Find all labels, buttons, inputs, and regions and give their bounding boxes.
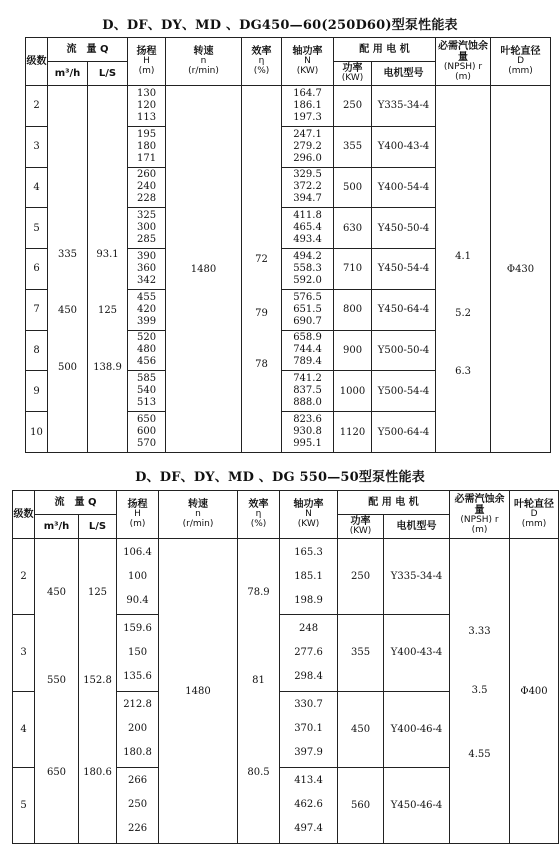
- motor-model-cell: Y400-46-4: [384, 691, 450, 767]
- flow-ls-value: 180.6: [83, 767, 112, 778]
- head-cell: 260 240 228: [128, 167, 166, 208]
- shaft-power-cell: 330.7 370.1 397.9: [280, 691, 338, 767]
- head-cell: 212.8 200 180.8: [117, 691, 159, 767]
- head-cell: 159.6 150 135.6: [117, 615, 159, 691]
- stage-cell: 4: [26, 167, 48, 208]
- speed-cell: 1480: [166, 86, 242, 453]
- motor-model-cell: Y450-54-4: [372, 249, 436, 290]
- stage-cell: 2: [26, 86, 48, 127]
- stage-cell: 6: [26, 249, 48, 290]
- header-flow-m3h: m³/h: [35, 515, 79, 539]
- header-head: 扬程 H (m): [128, 38, 166, 86]
- npsh-value: 5.2: [455, 308, 471, 319]
- header-shaft-power: 轴功率 N (KW): [282, 38, 334, 86]
- shaft-power-cell: 576.5 651.5 690.7: [282, 289, 334, 330]
- pump-table-550-50: [12, 490, 559, 844]
- efficiency-column: [238, 539, 280, 844]
- efficiency-value: 81: [252, 675, 265, 686]
- header-flow: 流 量 Q: [35, 491, 117, 515]
- stage-cell: 3: [26, 126, 48, 167]
- flow-m3h-value: 550: [46, 675, 67, 686]
- motor-power-cell: 710: [334, 249, 372, 290]
- motor-model-cell: Y450-64-4: [372, 289, 436, 330]
- head-cell: 650 600 570: [128, 412, 166, 453]
- motor-power-cell: 250: [334, 86, 372, 127]
- flow-m3h-value: 335: [57, 249, 78, 260]
- motor-model-cell: Y335-34-4: [384, 539, 450, 615]
- flow-ls-column: [79, 539, 117, 844]
- motor-power-cell: 900: [334, 330, 372, 371]
- header-motor: 配 用 电 机: [338, 491, 450, 515]
- efficiency-column: [242, 86, 282, 453]
- shaft-power-cell: 658.9 744.4 789.4: [282, 330, 334, 371]
- npsh-column: [450, 539, 510, 844]
- motor-power-cell: 560: [338, 767, 384, 843]
- motor-model-cell: Y500-64-4: [372, 412, 436, 453]
- stage-cell: 10: [26, 412, 48, 453]
- flow-m3h-column: [48, 86, 88, 453]
- efficiency-value: 78.9: [247, 587, 270, 598]
- header-head: 扬程 H (m): [117, 491, 159, 539]
- flow-m3h-value: 450: [46, 587, 67, 598]
- header-motor-power: 功率 (KW): [334, 62, 372, 86]
- flow-ls-value: 125: [87, 587, 108, 598]
- efficiency-value: 72: [255, 254, 268, 265]
- header-speed: 转速 n (r/min): [166, 38, 242, 86]
- stage-cell: 3: [13, 615, 35, 691]
- motor-model-cell: Y500-50-4: [372, 330, 436, 371]
- header-speed: 转速 n (r/min): [159, 491, 238, 539]
- head-cell: 195 180 171: [128, 126, 166, 167]
- shaft-power-cell: 823.6 930.8 995.1: [282, 412, 334, 453]
- shaft-power-cell: 494.2 558.3 592.0: [282, 249, 334, 290]
- stage-cell: 2: [13, 539, 35, 615]
- motor-model-cell: Y400-43-4: [372, 126, 436, 167]
- header-impeller: 叶轮直径 D (mm): [510, 491, 559, 539]
- header-motor-power: 功率 (KW): [338, 515, 384, 539]
- npsh-value: 4.1: [455, 251, 471, 262]
- header-efficiency: 效率 η (%): [242, 38, 282, 86]
- table2-title: D、DF、DY、MD 、DG 550—50型泵性能表: [135, 470, 425, 485]
- motor-model-cell: Y335-34-4: [372, 86, 436, 127]
- pump-table-450-60: [25, 37, 551, 453]
- flow-ls-value: 152.8: [83, 675, 112, 686]
- motor-power-cell: 1000: [334, 371, 372, 412]
- shaft-power-cell: 165.3 185.1 198.9: [280, 539, 338, 615]
- stage-cell: 4: [13, 691, 35, 767]
- table1-title: D、DF、DY、MD 、DG450—60(250D60)型泵性能表: [102, 18, 458, 33]
- head-cell: 130 120 113: [128, 86, 166, 127]
- table-row: [13, 539, 559, 615]
- stage-cell: 9: [26, 371, 48, 412]
- head-cell: 390 360 342: [128, 249, 166, 290]
- head-cell: 585 540 513: [128, 371, 166, 412]
- header-stage: 级数: [26, 38, 48, 86]
- head-cell: 455 420 399: [128, 289, 166, 330]
- npsh-value: 3.5: [471, 685, 488, 696]
- head-cell: 325 300 285: [128, 208, 166, 249]
- shaft-power-cell: 741.2 837.5 888.0: [282, 371, 334, 412]
- header-motor-model: 电机型号: [384, 515, 450, 539]
- shaft-power-cell: 248 277.6 298.4: [280, 615, 338, 691]
- stage-cell: 5: [26, 208, 48, 249]
- motor-power-cell: 1120: [334, 412, 372, 453]
- flow-m3h-value: 450: [57, 305, 78, 316]
- header-motor-model: 电机型号: [372, 62, 436, 86]
- header-flow: 流 量 Q: [48, 38, 128, 62]
- motor-power-cell: 355: [338, 615, 384, 691]
- motor-model-cell: Y450-50-4: [372, 208, 436, 249]
- motor-power-cell: 355: [334, 126, 372, 167]
- motor-power-cell: 450: [338, 691, 384, 767]
- header-flow-ls: L/S: [79, 515, 117, 539]
- npsh-value: 6.3: [455, 366, 471, 377]
- efficiency-value: 80.5: [247, 767, 270, 778]
- motor-model-cell: Y500-54-4: [372, 371, 436, 412]
- flow-m3h-value: 500: [57, 362, 78, 373]
- motor-model-cell: Y400-54-4: [372, 167, 436, 208]
- stage-cell: 8: [26, 330, 48, 371]
- head-cell: 106.4 100 90.4: [117, 539, 159, 615]
- motor-model-cell: Y450-46-4: [384, 767, 450, 843]
- shaft-power-cell: 411.8 465.4 493.4: [282, 208, 334, 249]
- motor-power-cell: 500: [334, 167, 372, 208]
- speed-cell: 1480: [159, 539, 238, 844]
- table-row: [26, 86, 551, 127]
- head-cell: 266 250 226: [117, 767, 159, 843]
- shaft-power-cell: 329.5 372.2 394.7: [282, 167, 334, 208]
- motor-power-cell: 800: [334, 289, 372, 330]
- efficiency-value: 79: [255, 308, 268, 319]
- impeller-diameter-cell: Φ430: [491, 86, 551, 453]
- shaft-power-cell: 164.7 186.1 197.3: [282, 86, 334, 127]
- head-cell: 520 480 456: [128, 330, 166, 371]
- efficiency-value: 78: [255, 359, 268, 370]
- flow-ls-value: 125: [97, 305, 118, 316]
- npsh-value: 4.55: [468, 749, 491, 760]
- npsh-column: [436, 86, 491, 453]
- flow-m3h-column: [35, 539, 79, 844]
- header-motor: 配 用 电 机: [334, 38, 436, 62]
- header-shaft-power: 轴功率 N (KW): [280, 491, 338, 539]
- npsh-value: 3.33: [468, 626, 491, 637]
- header-stage: 级数: [13, 491, 35, 539]
- flow-m3h-value: 650: [46, 767, 67, 778]
- flow-ls-value: 138.9: [93, 362, 122, 373]
- header-efficiency: 效率 η (%): [238, 491, 280, 539]
- motor-power-cell: 250: [338, 539, 384, 615]
- motor-power-cell: 630: [334, 208, 372, 249]
- motor-model-cell: Y400-43-4: [384, 615, 450, 691]
- flow-ls-value: 93.1: [96, 249, 119, 260]
- header-npsh: 必需汽蚀余量 (NPSH) r (m): [450, 491, 510, 539]
- header-impeller: 叶轮直径 D (mm): [491, 38, 551, 86]
- impeller-diameter-cell: Φ400: [510, 539, 559, 844]
- shaft-power-cell: 247.1 279.2 296.0: [282, 126, 334, 167]
- header-flow-ls: L/S: [88, 62, 128, 86]
- header-npsh: 必需汽蚀余量 (NPSH) r (m): [436, 38, 491, 86]
- header-flow-m3h: m³/h: [48, 62, 88, 86]
- stage-cell: 7: [26, 289, 48, 330]
- flow-ls-column: [88, 86, 128, 453]
- stage-cell: 5: [13, 767, 35, 843]
- shaft-power-cell: 413.4 462.6 497.4: [280, 767, 338, 843]
